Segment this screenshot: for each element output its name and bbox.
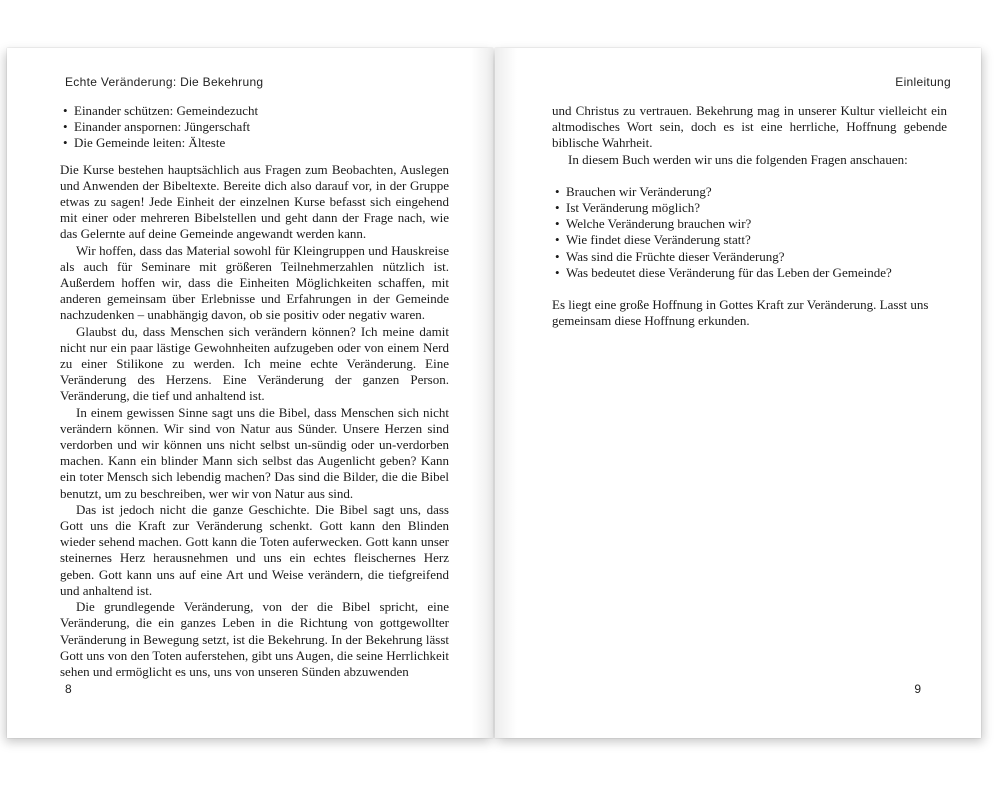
body-paragraph: In einem gewissen Sinne sagt uns die Bibel, dass Menschen sich nicht verändern können. Wir sind von Natur aus Sünder. Unsere Herzen sind verdorben und wir können uns nicht selbst un-sündig oder un-verdorben machen. Kann ein blinder Mann sich selbst das Augenlicht geben? Kann ein toter Mensch sich lebendig machen? Das sind die Bilder, die die Bibel benutzt, um zu beschreiben, wer wir von Natur aus sind. [60, 404, 449, 501]
intro-paragraph: In diesem Buch werden wir uns die folgenden Fragen anschauen: [568, 151, 908, 167]
right-running-head: Einleitung [895, 75, 951, 89]
right-text-block [552, 103, 947, 329]
list-item: • Was sind die Früchte dieser Veränderung? [552, 249, 947, 265]
left-page [7, 48, 493, 738]
left-bullet-list [60, 103, 449, 152]
left-page-gutter-shadow [471, 48, 493, 738]
body-paragraph: Die Kurse bestehen hauptsächlich aus Fragen zum Beobachten, Auslegen und Anwenden der Bibeltexte. Bereite dich also darauf vor, in der Gruppe etwas zu sagen! Jede Einheit der einzelnen Kurse befasst sich eingehend mit einer oder mehreren Bibelstellen und geht dann der Frage nach, wie das Gelernte auf deine Gemeinde angewandt werden kann. [60, 161, 449, 242]
left-page-number: 8 [65, 682, 72, 696]
right-page [495, 48, 981, 738]
continuation-paragraph: und Christus zu vertrauen. Bekehrung mag in unserer Kultur vielleicht ein altmodisches Wort sein, doch es ist eine herrliche, Hoffnung gebende biblische Wahrheit. [552, 103, 947, 151]
list-item: • Einander anspornen: Jüngerschaft [60, 119, 449, 135]
left-running-head: Echte Veränderung: Die Bekehrung [65, 75, 264, 89]
list-item: • Einander schützen: Gemeindezucht [60, 103, 449, 119]
body-paragraph: Wir hoffen, dass das Material sowohl für Kleingruppen und Hauskreise als auch für Seminare mit größeren Teilnehmerzahlen nützlich ist. Außerdem hoffen wir, dass die Einheiten Möglichkeiten schaffen, mit anderen gemeinsam über Erlebnisse und Erfahrungen in der Gemeinde nachzudenken – unabhängig davon, ob sie positiv oder negativ waren. [60, 242, 449, 323]
body-paragraph: Das ist jedoch nicht die ganze Geschichte. Die Bibel sagt uns, dass Gott uns die Kraft zur Veränderung schenkt. Gott kann den Blinden wieder sehend machen. Gott kann die Toten auferwecken. Gott kann unser steinernes Herz herausnehmen und uns ein echtes fleischernes Herz geben. Gott kann uns auf eine Art und Weise verändern, die tiefgreifend und anhaltend ist. [60, 501, 449, 598]
list-item: • Die Gemeinde leiten: Älteste [60, 135, 449, 151]
list-item: • Ist Veränderung möglich? [552, 200, 947, 216]
body-paragraph: Die grundlegende Veränderung, von der die Bibel spricht, eine Veränderung, die ein ganzes Leben in die Richtung von gottgewollter Veränderung in Bewegung setzt, ist die Bekehrung. In der Bekehrung lässt Gott uns von den Toten auferstehen, gibt uns Augen, die seine Herrlichkeit sehen und ermöglicht es uns, uns von unseren Sünden abzuwenden [60, 599, 449, 679]
question-list [552, 184, 947, 281]
right-page-gutter-shadow [495, 48, 517, 738]
list-item: • Welche Veränderung brauchen wir? [552, 216, 947, 232]
list-item: • Brauchen wir Veränderung? [552, 184, 947, 200]
left-text-block [60, 103, 449, 680]
list-item: • Was bedeutet diese Veränderung für das Leben der Gemeinde? [552, 265, 947, 281]
body-paragraph: Glaubst du, dass Menschen sich verändern können? Ich meine damit nicht nur ein paar lästige Gewohnheiten aufzugeben oder von einem Nerd zu einer Stilikone zu werden. Ich meine echte Veränderung. Eine Veränderung des Herzens. Eine Veränderung der ganzen Person. Veränderung, die tief und anhaltend ist. [60, 323, 449, 404]
right-page-number: 9 [914, 682, 921, 696]
closing-paragraph: Es liegt eine große Hoffnung in Gottes Kraft zur Veränderung. Lasst uns gemeinsam diese Hoffnung erkunden. [552, 297, 929, 329]
list-item: • Wie findet diese Veränderung statt? [552, 232, 947, 248]
